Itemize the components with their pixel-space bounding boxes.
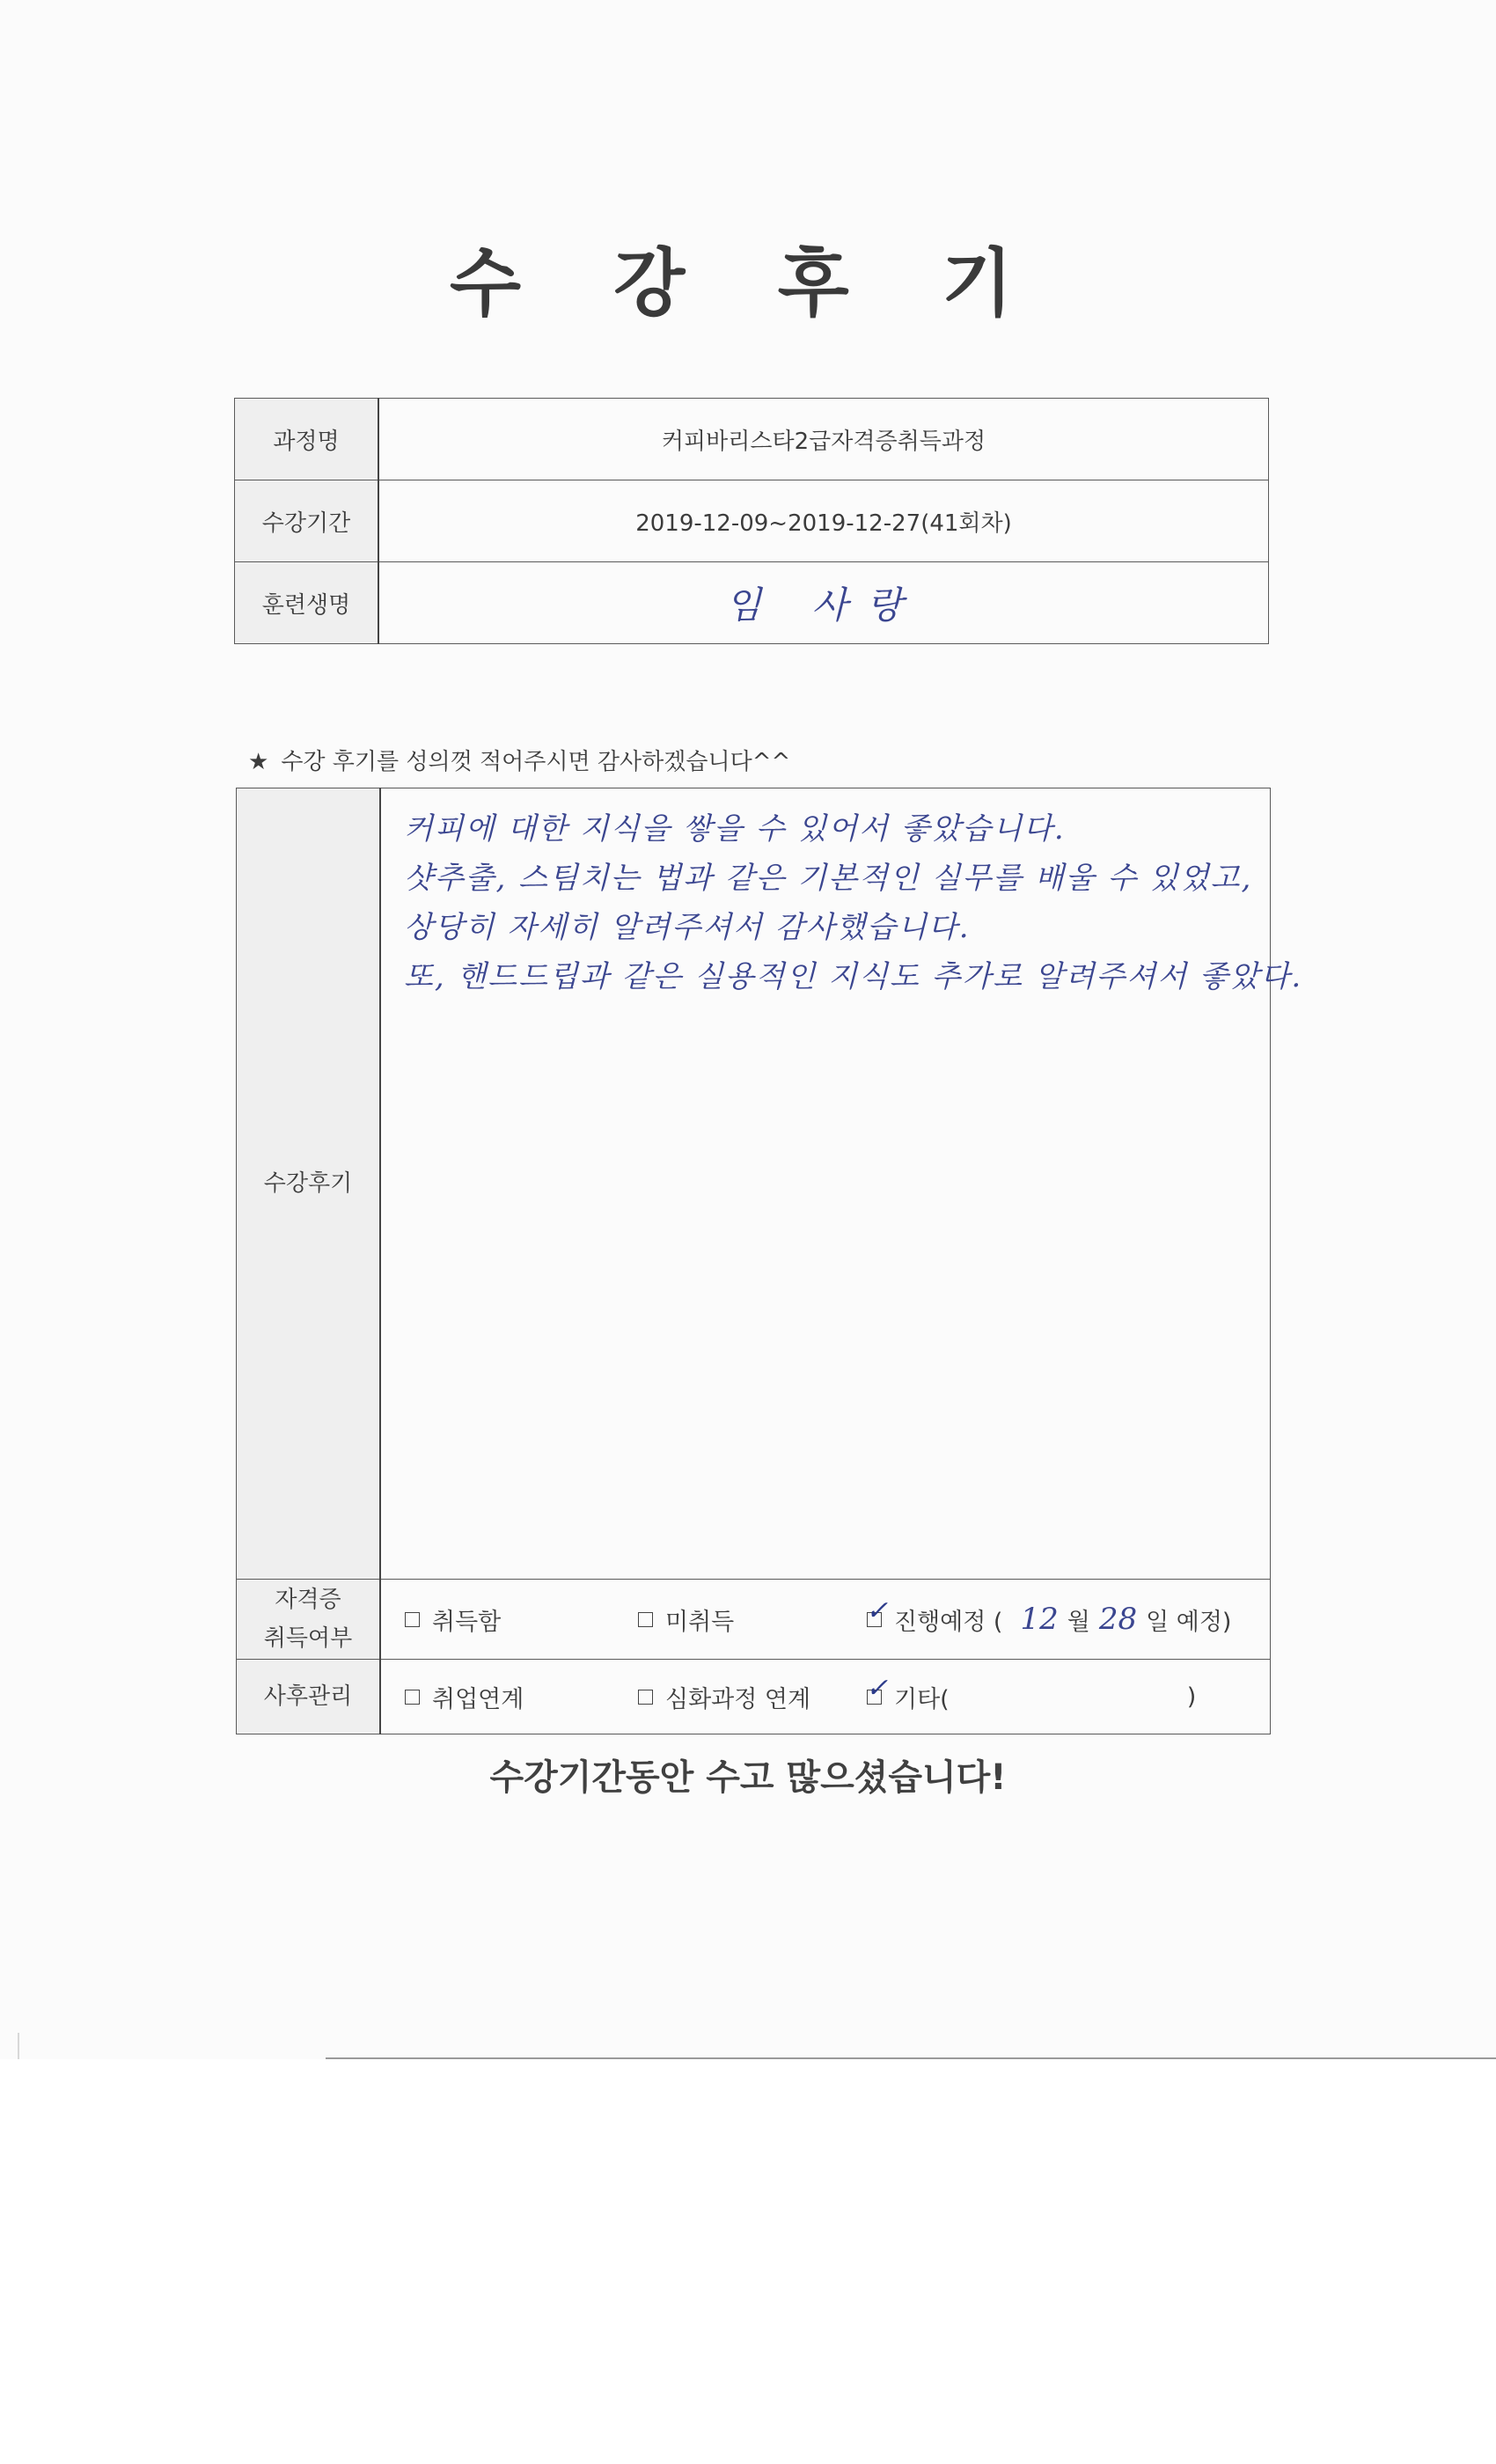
review-line: 샷추출, 스팀치는 법과 같은 기본적인 실무를 배울 수 있었고, (404, 861, 1253, 896)
document-title: 수 강 후 기 (449, 240, 1047, 326)
scan-edge-mark (18, 2033, 19, 2059)
checkbox-checked-icon[interactable] (866, 1672, 889, 1705)
checkbox-empty-icon[interactable] (638, 1612, 653, 1627)
option-label: 심화과정 연계 (665, 1685, 811, 1713)
checkbox-empty-icon[interactable] (405, 1690, 420, 1705)
aftercare-option-other[interactable] (866, 1672, 1197, 1714)
aftercare-row (237, 1660, 1271, 1734)
star-icon: ★ (248, 749, 269, 775)
option-label: 기타( (894, 1685, 950, 1713)
course-value: 커피바리스타2급자격증취득과정 (378, 399, 1269, 480)
certificate-options (380, 1580, 1271, 1660)
check-mark-icon: ✓ (866, 1595, 889, 1626)
closing-message: 수강기간동안 수고 많으셨습니다! (489, 1757, 1007, 1798)
aftercare-option-advanced-course[interactable] (638, 1680, 867, 1714)
review-text-area (380, 788, 1303, 1580)
review-line: 커피에 대한 지식을 쌓을 수 있어서 좋았습니다. (404, 811, 1066, 847)
review-line: 상당히 자세히 알려주셔서 감사했습니다. (404, 910, 971, 945)
trainee-row (235, 562, 1269, 644)
aftercare-option-employment[interactable] (405, 1680, 638, 1714)
review-row (237, 788, 1271, 1580)
certificate-option-acquired[interactable] (405, 1602, 638, 1637)
check-mark-icon: ✓ (866, 1672, 889, 1704)
aftercare-label: 사후관리 (237, 1660, 381, 1734)
trainee-name-handwritten: 임 사랑 (725, 583, 922, 627)
other-close-paren: ) (1186, 1683, 1197, 1711)
certificate-label-line1: 자격증 (275, 1587, 341, 1613)
certificate-row (237, 1580, 1271, 1660)
trainee-label: 훈련생명 (235, 562, 379, 644)
course-info-table (234, 398, 1269, 644)
checkbox-empty-icon[interactable] (638, 1690, 653, 1705)
option-label: 미취득 (665, 1608, 735, 1636)
course-row (235, 399, 1269, 480)
certificate-option-scheduled[interactable] (866, 1595, 1232, 1637)
option-label: 취득함 (432, 1608, 502, 1636)
instruction-text: 수강 후기를 성의껏 적어주시면 감사하겠습니다^^ (281, 749, 791, 775)
review-table (236, 788, 1303, 1734)
option-label: 취업연계 (432, 1685, 524, 1713)
aftercare-options (380, 1660, 1271, 1734)
trainee-cell (378, 562, 1269, 644)
period-row (235, 480, 1269, 562)
course-label: 과정명 (235, 399, 379, 480)
month-unit: 월 (1067, 1608, 1090, 1636)
option-label: 진행예정 ( (894, 1608, 1003, 1636)
review-line: 또, 핸드드립과 같은 실용적인 지식도 추가로 알려주셔서 좋았다. (404, 959, 1303, 994)
scheduled-day: 28 (1098, 1602, 1138, 1637)
certificate-option-not-acquired[interactable] (638, 1602, 867, 1637)
scheduled-month: 12 (1020, 1602, 1059, 1637)
checkbox-empty-icon[interactable] (405, 1612, 420, 1627)
period-value: 2019-12-09~2019-12-27(41회차) (378, 480, 1269, 562)
checkbox-checked-icon[interactable] (866, 1595, 889, 1627)
instruction-note (248, 744, 790, 776)
certificate-label-line2: 취득여부 (263, 1625, 353, 1652)
certificate-label (237, 1580, 381, 1660)
review-label: 수강후기 (237, 788, 381, 1580)
period-label: 수강기간 (235, 480, 379, 562)
scan-edge-line (326, 2057, 1496, 2059)
day-unit: 일 예정) (1146, 1608, 1232, 1636)
